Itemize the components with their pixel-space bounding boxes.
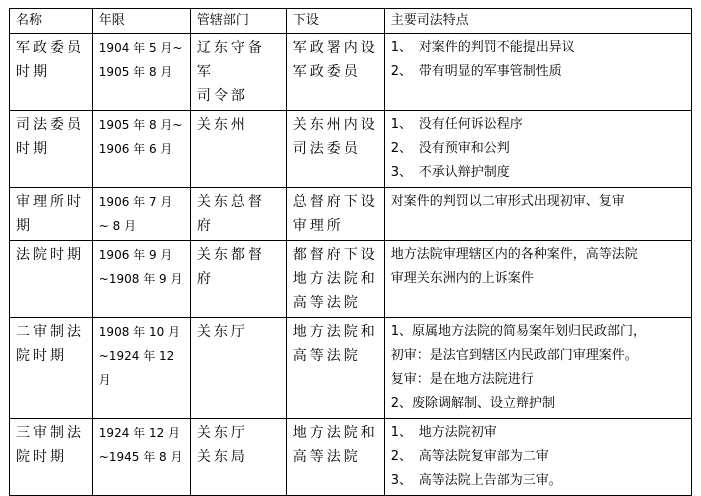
table-body xyxy=(10,34,692,496)
feature-item xyxy=(391,421,685,445)
feature-item xyxy=(391,113,685,137)
feature-text: 不承认辩护制度 xyxy=(418,165,510,180)
years-cell-line: ~1908 年 9 月 xyxy=(98,272,183,286)
subordinate-cell xyxy=(286,34,384,111)
department-cell-line: 关东厅 xyxy=(196,324,248,340)
feature-text: 审理关东洲内的上诉案件 xyxy=(390,271,534,286)
features-cell xyxy=(384,188,691,241)
feature-text: 高等法院上告部为三审。 xyxy=(418,473,562,488)
years-cell-line: 1906 年 9 月 xyxy=(98,248,173,262)
table-row xyxy=(10,34,692,111)
subordinate-cell xyxy=(286,419,384,496)
features-cell xyxy=(384,318,691,419)
period-name-cell-line: 审理所时 xyxy=(16,194,84,210)
department-cell xyxy=(190,34,286,111)
subordinate-cell-line: 高等法院 xyxy=(292,295,361,311)
header-name: 名称 xyxy=(10,9,93,34)
department-cell-line: 关东州 xyxy=(196,117,248,133)
feature-number: 1、 xyxy=(390,117,413,132)
period-name-cell-line: 三审制法 xyxy=(16,425,84,441)
feature-item xyxy=(391,320,685,344)
years-cell-line: ~1945 年 8 月 xyxy=(98,450,183,464)
feature-text: 对案件的判罚以二审形式出现初审、复审 xyxy=(390,194,625,209)
years-cell xyxy=(92,419,190,496)
subordinate-cell-line: 司法委员 xyxy=(292,141,361,157)
feature-item xyxy=(391,190,685,214)
feature-item xyxy=(391,445,685,469)
department-cell xyxy=(190,188,286,241)
feature-number: 1、 xyxy=(390,425,413,440)
feature-item xyxy=(391,368,685,392)
years-cell-line: 月 xyxy=(98,373,111,387)
period-name-cell xyxy=(10,34,93,111)
table-row xyxy=(10,241,692,318)
subordinate-cell xyxy=(286,188,384,241)
header-years: 年限 xyxy=(92,9,190,34)
years-cell-line: 1908 年 10 月 xyxy=(98,325,181,339)
features-cell xyxy=(384,419,691,496)
period-name-cell-line: 院时期 xyxy=(16,348,67,364)
years-cell-line: 1905 年 8 月 xyxy=(98,65,173,79)
feature-text: 地方法院审理辖区内的各种案件，高等法院 xyxy=(390,247,638,262)
features-cell xyxy=(384,111,691,188)
subordinate-cell-line: 地方法院和 xyxy=(292,324,378,340)
feature-number: 3、 xyxy=(390,473,413,488)
feature-text: 复审：是在地方法院进行 xyxy=(390,372,534,387)
period-name-cell-line: 期 xyxy=(16,218,33,234)
feature-item xyxy=(391,344,685,368)
subordinate-cell-line: 高等法院 xyxy=(292,449,361,465)
years-cell-line: 1904 年 5 月~ xyxy=(98,41,183,55)
years-cell-line: 1905 年 8 月~ xyxy=(98,118,183,132)
feature-text: 高等法院复审部为二审 xyxy=(418,449,549,464)
period-name-cell-line: 司法委员 xyxy=(16,117,84,133)
feature-text: 初审：是法官到辖区内民政部门审理案件。 xyxy=(390,348,638,363)
subordinate-cell-line: 都督府下设 xyxy=(292,247,378,263)
table-row xyxy=(10,188,692,241)
feature-text: 带有明显的军事管制性质 xyxy=(418,64,562,79)
period-name-cell-line: 二审制法 xyxy=(16,324,84,340)
subordinate-cell-line: 高等法院 xyxy=(292,348,361,364)
years-cell-line: 1906 年 6 月 xyxy=(98,142,173,156)
subordinate-cell-line: 审理所 xyxy=(292,218,344,234)
table-row xyxy=(10,419,692,496)
feature-number: 2、 xyxy=(390,141,413,156)
department-cell xyxy=(190,111,286,188)
subordinate-cell-line: 地方法院和 xyxy=(292,425,378,441)
department-cell-line: 关东局 xyxy=(196,449,248,465)
table-row xyxy=(10,111,692,188)
header-row xyxy=(10,9,692,34)
years-cell-line: ~ 8 月 xyxy=(98,219,137,233)
feature-item xyxy=(391,267,685,291)
subordinate-cell-line: 总督府下设 xyxy=(292,194,378,210)
period-name-cell xyxy=(10,241,93,318)
period-name-cell xyxy=(10,419,93,496)
period-name-cell-line: 法院时期 xyxy=(16,247,84,263)
years-cell xyxy=(92,188,190,241)
feature-text: 没有任何诉讼程序 xyxy=(418,117,523,132)
subordinate-cell xyxy=(286,241,384,318)
department-cell xyxy=(190,419,286,496)
period-name-cell xyxy=(10,188,93,241)
department-cell-line: 关东总督府 xyxy=(196,194,265,234)
header-sub: 下设 xyxy=(286,9,384,34)
period-name-cell-line: 军政委员 xyxy=(16,40,84,56)
subordinate-cell-line: 军政委员 xyxy=(292,64,361,80)
header-dept: 管辖部门 xyxy=(190,9,286,34)
feature-text: 1、原属地方法院的简易案年划归民政部门， xyxy=(390,324,647,339)
feature-item xyxy=(391,161,685,185)
period-name-cell-line: 院时期 xyxy=(16,449,67,465)
feature-item xyxy=(391,36,685,60)
subordinate-cell-line: 关东州内设 xyxy=(292,117,378,133)
feature-item xyxy=(391,60,685,84)
feature-text: 没有预审和公判 xyxy=(418,141,510,156)
feature-item xyxy=(391,392,685,416)
header-features: 主要司法特点 xyxy=(384,9,691,34)
subordinate-cell xyxy=(286,111,384,188)
period-name-cell xyxy=(10,111,93,188)
features-cell xyxy=(384,34,691,111)
years-cell-line: 1906 年 7 月 xyxy=(98,195,173,209)
feature-text: 2、废除调解制、设立辩护制 xyxy=(390,396,556,411)
years-cell xyxy=(92,111,190,188)
period-name-cell xyxy=(10,318,93,419)
period-name-cell-line: 时期 xyxy=(16,64,50,80)
department-cell-line: 关东都督府 xyxy=(196,247,265,287)
feature-item xyxy=(391,137,685,161)
judicial-history-table xyxy=(9,8,692,496)
feature-number: 1、 xyxy=(390,40,413,55)
years-cell xyxy=(92,318,190,419)
feature-number: 2、 xyxy=(390,449,413,464)
table-row xyxy=(10,318,692,419)
features-cell xyxy=(384,241,691,318)
subordinate-cell-line: 地方法院和 xyxy=(292,271,378,287)
department-cell-line: 司令部 xyxy=(196,88,248,104)
feature-number: 3、 xyxy=(390,165,413,180)
years-cell xyxy=(92,34,190,111)
years-cell xyxy=(92,241,190,318)
subordinate-cell xyxy=(286,318,384,419)
years-cell-line: ~1924 年 12 xyxy=(98,349,175,363)
department-cell-line: 辽东守备军 xyxy=(196,40,265,80)
feature-item xyxy=(391,243,685,267)
department-cell xyxy=(190,241,286,318)
subordinate-cell-line: 军政署内设 xyxy=(292,40,378,56)
department-cell-line: 关东厅 xyxy=(196,425,248,441)
feature-text: 地方法院初审 xyxy=(418,425,497,440)
years-cell-line: 1924 年 12 月 xyxy=(98,426,181,440)
department-cell xyxy=(190,318,286,419)
period-name-cell-line: 时期 xyxy=(16,141,50,157)
feature-number: 2、 xyxy=(390,64,413,79)
feature-text: 对案件的判罚不能提出异议 xyxy=(418,40,575,55)
